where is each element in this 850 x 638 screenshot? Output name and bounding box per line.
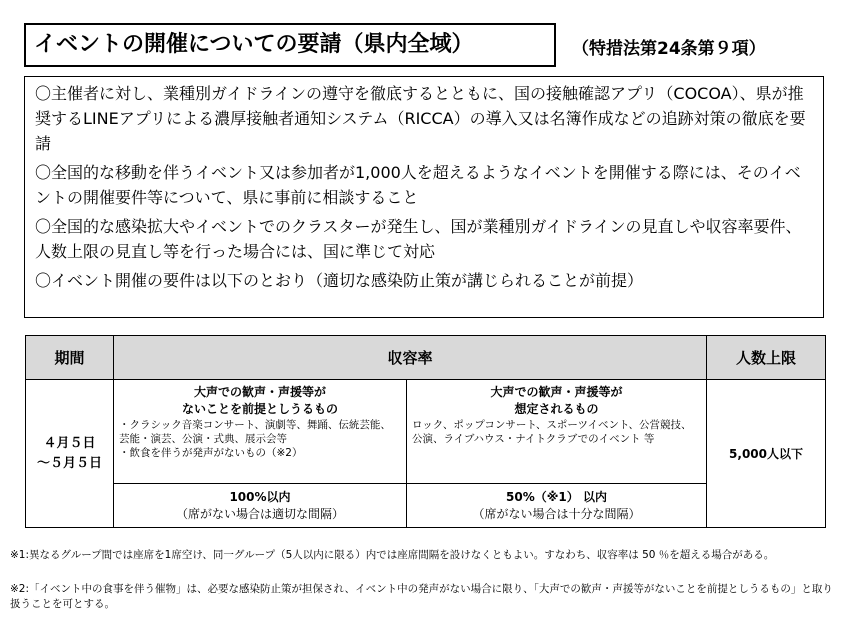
table-row [26, 484, 826, 528]
rate-a-value: 100%以内 [229, 489, 291, 504]
rate-a-note: （席がない場合は適切な間隔） [175, 506, 344, 521]
requests-box [24, 76, 824, 318]
header-capacity: 収容率 [114, 336, 707, 380]
period-start: ４月５日 [43, 435, 96, 451]
footnote-1: ※1:異なるグループ間では座席を1席空け、同一グループ（5人以内に限る）内では座席間隔を設けなくともよい。すなわち、収容率は 50 ％を超える場合がある。 [10, 549, 775, 561]
condition-b-heading-1: 大声での歓声・声援等が [490, 385, 623, 399]
condition-a-heading-1: 大声での歓声・声援等が [193, 385, 326, 399]
rate-b-value: 50%（※1） 以内 [506, 489, 607, 504]
condition-b-detail-1: ロック、ポップコンサート、スポーツイベント、公営競技、公演、ライブハウス・ナイトクラブでのイベント 等 [412, 419, 692, 445]
condition-b-heading-2: 想定されるもの [514, 402, 599, 416]
condition-a-cell [114, 380, 407, 484]
period-end: ～５月５日 [36, 455, 102, 471]
law-reference: （特措法第24条第９項） [572, 39, 766, 59]
request-item-1: 〇主催者に対し、業種別ガイドラインの遵守を徹底するとともに、国の接触確認アプリ（COCOA）、県が推奨するLINEアプリによる濃厚接触者通知システム（RICCA）の導入又は名簿作成などの追跡対策の徹底を要請 [35, 84, 806, 153]
request-item-2: 〇全国的な移動を伴うイベント又は参加者が1,000人を超えるようなイベントを開催する際には、そのイベントの開催要件等について、県に事前に相談すること [35, 163, 801, 207]
header-limit: 人数上限 [707, 336, 826, 380]
page-title: イベントの開催についての要請（県内全域） [24, 23, 556, 67]
rate-b-cell [407, 484, 707, 528]
limit-cell: 5,000人以下 [707, 380, 826, 528]
table-row [26, 380, 826, 484]
condition-a-detail-1: ・クラシック音楽コンサート、演劇等、舞踊、伝統芸能、芸能・演芸、公演・式典、展示会等 [119, 419, 391, 445]
condition-b-cell [407, 380, 707, 484]
rate-b-note: （席がない場合は十分な間隔） [472, 506, 641, 521]
footnote-2: ※2:「イベント中の食事を伴う催物」は、必要な感染防止策が担保され、イベント中の発声がない場合に限り、「大声での歓声・声援等がないことを前提としうるもの」と取り扱うことを可とする。 [10, 583, 833, 610]
condition-a-heading-2: ないことを前提としうるもの [181, 402, 338, 416]
table-header-row [26, 336, 826, 380]
request-item-4: 〇イベント開催の要件は以下のとおり（適切な感染防止策が講じられることが前提） [35, 271, 644, 290]
header-period: 期間 [26, 336, 114, 380]
capacity-table [25, 335, 826, 528]
period-cell [26, 380, 114, 528]
request-item-3: 〇全国的な感染拡大やイベントでのクラスターが発生し、国が業種別ガイドラインの見直しや収容率要件、人数上限の見直し等を行った場合には、国に準じて対応 [35, 217, 802, 261]
condition-a-detail-2: ・飲食を伴うが発声がないもの（※2） [119, 447, 303, 459]
rate-a-cell [114, 484, 407, 528]
